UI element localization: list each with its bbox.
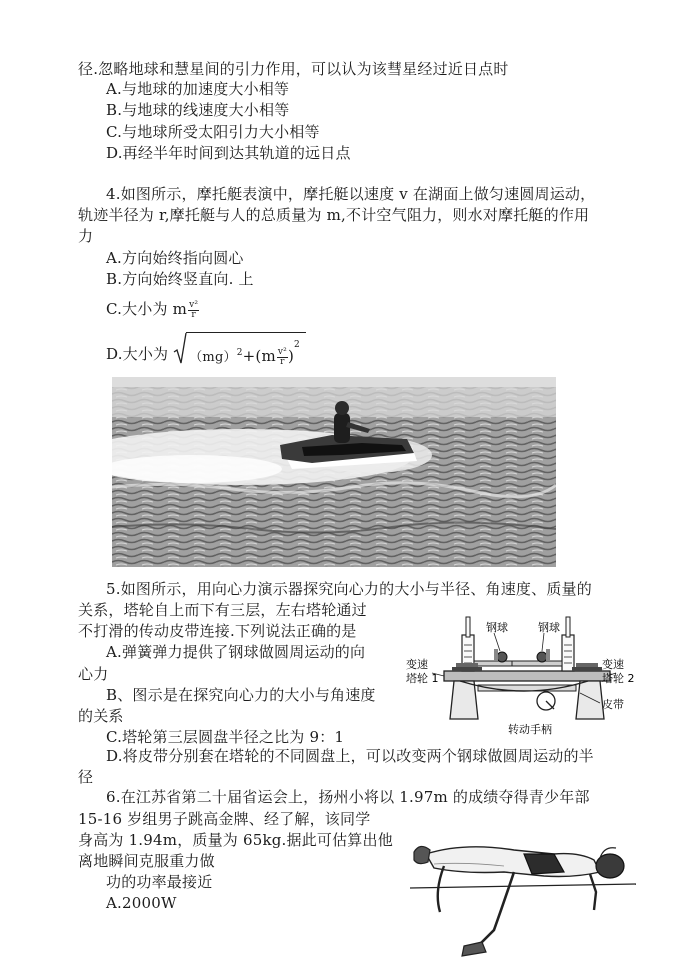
lake-jet-ski-image — [112, 377, 556, 567]
label-steel-ball-right: 钢球 — [538, 621, 560, 634]
radical-sign-icon — [173, 332, 187, 366]
q6-stem-line-3: 身高为 1.94m，质量为 65kg.据此可估算出他 — [78, 831, 393, 849]
label-steel-ball-left: 钢球 — [486, 621, 508, 634]
q4-stem-line-3: 力 — [78, 227, 94, 245]
radical-bar — [186, 332, 306, 333]
q6-stem-line-2: 15-16 岁组男子跳高金牌、经了解，该同学 — [78, 810, 371, 828]
q3-option-d: D.再经半年时间到达其轨道的远日点 — [106, 144, 351, 162]
q5-stem-line-2: 关系，塔轮自上而下有三层，左右塔轮通过 — [78, 601, 367, 619]
q4-option-b: B.方向始终竖直向. 上 — [106, 270, 254, 288]
q5-stem-line-1: 5.如图所示，用向心力演示器探究向心力的大小与半径、角速度、质量的 — [106, 580, 592, 598]
q5-option-b-line-2: 的关系 — [78, 707, 124, 725]
q3-option-c: C.与地球所受太阳引力大小相等 — [106, 123, 320, 141]
q5-option-b-line-1: B、图示是在探究向心力的大小与角速度 — [106, 686, 376, 704]
q3-option-a: A.与地球的加速度大小相等 — [106, 80, 290, 98]
q3-tail-line: 径.忽略地球和慧星间的引力作用，可以认为该彗星经过近日点时 — [78, 60, 509, 78]
q4-option-a: A.方向始终指向圆心 — [106, 249, 244, 267]
q4-option-c-prefix: C.大小为 m — [106, 300, 188, 318]
jet-ski-photo — [112, 377, 556, 567]
radicand: （mg）$^2$+(m $\frac{\text{v²}}{r}$ )$^2$ — [189, 340, 300, 367]
label-left-wheel-line-1: 变速 — [406, 658, 428, 671]
label-belt: 皮带 — [602, 698, 624, 711]
q4-stem-line-2: 轨迹半径为 r,摩托艇与人的总质量为 m,不计空气阻力，则水对摩托艇的作用 — [78, 206, 590, 224]
steel-ball-right-icon — [537, 652, 547, 662]
centripetal-force-demonstrator-diagram — [404, 605, 636, 737]
q5-option-a-line-2: 心力 — [78, 665, 109, 683]
fraction-numerator: v² — [189, 299, 199, 310]
high-jumper-illustration — [404, 832, 640, 968]
fraction-denominator: r — [191, 309, 196, 320]
q5-option-c: C.塔轮第三层圆盘半径之比为 9：1 — [106, 728, 345, 746]
q5-option-d-line-2: 径 — [78, 768, 94, 786]
q4-option-d-prefix: D.大小为 — [106, 345, 169, 363]
q5-option-d-line-1: D.将皮带分别套在塔轮的不同圆盘上，可以改变两个钢球做圆周运动的半 — [106, 747, 594, 765]
q6-option-a: A.2000W — [106, 894, 177, 912]
q4-option-d — [106, 338, 300, 372]
q4-option-c — [106, 298, 199, 320]
label-crank-handle: 转动手柄 — [508, 723, 552, 736]
v-squared-over-r-fraction — [188, 301, 199, 320]
q5-option-a-line-1: A.弹簧弹力提供了钢球做圆周运动的向 — [106, 643, 366, 661]
q4-stem-line-1: 4.如图所示，摩托艇表演中，摩托艇以速度 v 在湖面上做匀速圆周运动， — [106, 185, 596, 203]
q6-stem-line-1: 6.在江苏省第二十届省运会上，扬州小将以 1.97m 的成绩夺得青少年部 — [106, 788, 590, 806]
q6-stem-line-5: 功的功率最接近 — [106, 873, 213, 891]
q3-option-b: B.与地球的线速度大小相等 — [106, 101, 290, 119]
label-left-wheel-line-2: 塔轮 1 — [406, 672, 439, 685]
q6-stem-line-4: 离地瞬间克服重力做 — [78, 852, 215, 870]
label-right-wheel-line-1: 变速 — [602, 658, 624, 671]
label-right-wheel-line-2: 塔轮 2 — [602, 672, 635, 685]
steel-ball-left-icon — [497, 652, 507, 662]
q5-stem-line-3: 不打滑的传动皮带连接.下列说法正确的是 — [78, 622, 357, 640]
